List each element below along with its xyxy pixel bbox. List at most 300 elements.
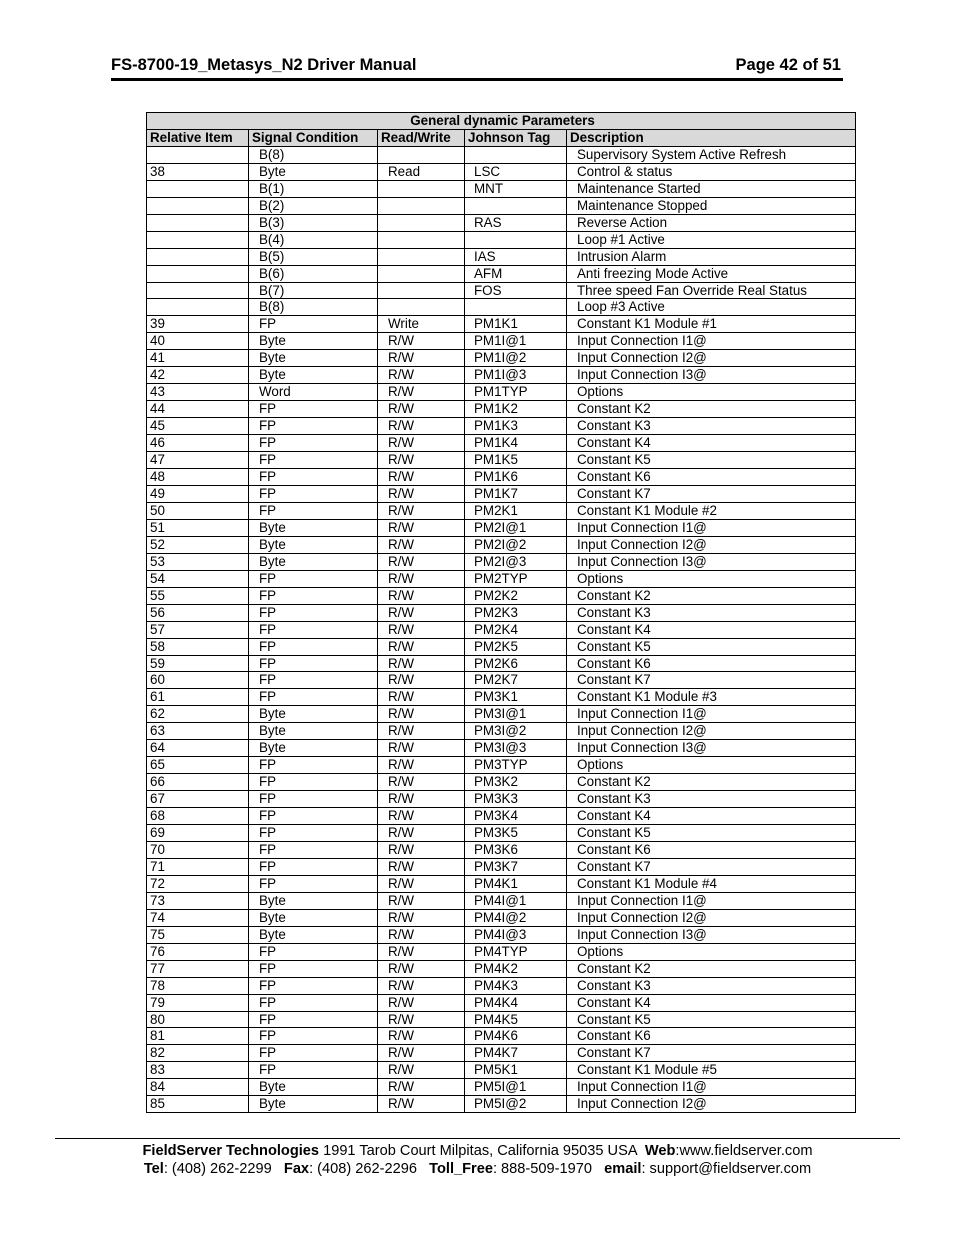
table-row xyxy=(147,723,856,740)
table-row xyxy=(147,994,856,1011)
signal-condition-cell: Byte xyxy=(249,367,378,384)
signal-condition-cell: FP xyxy=(249,587,378,604)
johnson-tag-cell: PM4K3 xyxy=(465,977,567,994)
relative-item-cell: 61 xyxy=(147,689,249,706)
description-cell: Input Connection I2@ xyxy=(567,536,856,553)
relative-item-cell: 41 xyxy=(147,350,249,367)
table-row xyxy=(147,469,856,486)
table-row xyxy=(147,858,856,875)
signal-condition-cell: B(7) xyxy=(249,282,378,299)
table-row xyxy=(147,265,856,282)
signal-condition-cell: Byte xyxy=(249,926,378,943)
read-write-cell: R/W xyxy=(378,841,465,858)
table-row xyxy=(147,926,856,943)
signal-condition-cell: FP xyxy=(249,757,378,774)
johnson-tag-cell: PM2K5 xyxy=(465,638,567,655)
relative-item-cell: 85 xyxy=(147,1096,249,1113)
footer-fax-value: : (408) 262-2296 xyxy=(309,1161,430,1177)
footer-divider xyxy=(55,1138,900,1139)
table-row xyxy=(147,231,856,248)
table-row xyxy=(147,350,856,367)
description-cell: Constant K2 xyxy=(567,774,856,791)
column-header-signal-condition: Signal Condition xyxy=(249,129,378,146)
relative-item-cell: 46 xyxy=(147,435,249,452)
footer-address: 1991 Tarob Court Milpitas, California 95035 USA xyxy=(319,1143,645,1159)
page-header xyxy=(111,56,843,78)
description-cell: Constant K2 xyxy=(567,587,856,604)
table-row xyxy=(147,587,856,604)
johnson-tag-cell: PM4I@1 xyxy=(465,892,567,909)
signal-condition-cell: B(3) xyxy=(249,214,378,231)
relative-item-cell xyxy=(147,180,249,197)
relative-item-cell: 70 xyxy=(147,841,249,858)
relative-item-cell: 75 xyxy=(147,926,249,943)
read-write-cell: R/W xyxy=(378,858,465,875)
description-cell: Constant K5 xyxy=(567,825,856,842)
table-row xyxy=(147,1096,856,1113)
johnson-tag-cell: PM4K1 xyxy=(465,875,567,892)
description-cell: Constant K3 xyxy=(567,418,856,435)
footer-tel-label: Tel xyxy=(143,1161,164,1177)
table-row xyxy=(147,909,856,926)
table-header-row xyxy=(147,129,856,146)
relative-item-cell: 44 xyxy=(147,401,249,418)
description-cell: Three speed Fan Override Real Status xyxy=(567,282,856,299)
relative-item-cell: 83 xyxy=(147,1062,249,1079)
signal-condition-cell: FP xyxy=(249,1011,378,1028)
relative-item-cell: 71 xyxy=(147,858,249,875)
relative-item-cell: 48 xyxy=(147,469,249,486)
johnson-tag-cell: PM4K2 xyxy=(465,960,567,977)
read-write-cell: R/W xyxy=(378,469,465,486)
johnson-tag-cell: PM2K6 xyxy=(465,655,567,672)
johnson-tag-cell: LSC xyxy=(465,163,567,180)
signal-condition-cell: FP xyxy=(249,570,378,587)
read-write-cell: R/W xyxy=(378,1011,465,1028)
signal-condition-cell: FP xyxy=(249,808,378,825)
footer-web-value: :www.fieldserver.com xyxy=(675,1143,813,1159)
description-cell: Constant K6 xyxy=(567,1028,856,1045)
table-row xyxy=(147,214,856,231)
read-write-cell: R/W xyxy=(378,655,465,672)
description-cell: Constant K4 xyxy=(567,994,856,1011)
read-write-cell: R/W xyxy=(378,960,465,977)
read-write-cell: R/W xyxy=(378,587,465,604)
signal-condition-cell: B(1) xyxy=(249,180,378,197)
read-write-cell: R/W xyxy=(378,1062,465,1079)
signal-condition-cell: FP xyxy=(249,1045,378,1062)
header-divider xyxy=(111,78,843,81)
read-write-cell: R/W xyxy=(378,808,465,825)
description-cell: Constant K7 xyxy=(567,858,856,875)
signal-condition-cell: FP xyxy=(249,858,378,875)
signal-condition-cell: B(6) xyxy=(249,265,378,282)
johnson-tag-cell: AFM xyxy=(465,265,567,282)
table-row xyxy=(147,502,856,519)
signal-condition-cell: FP xyxy=(249,791,378,808)
table-row xyxy=(147,570,856,587)
johnson-tag-cell: PM1I@2 xyxy=(465,350,567,367)
table-row xyxy=(147,655,856,672)
description-cell: Reverse Action xyxy=(567,214,856,231)
read-write-cell: R/W xyxy=(378,1028,465,1045)
relative-item-cell: 62 xyxy=(147,706,249,723)
read-write-cell: R/W xyxy=(378,401,465,418)
johnson-tag-cell: PM1TYP xyxy=(465,384,567,401)
read-write-cell: R/W xyxy=(378,740,465,757)
relative-item-cell: 47 xyxy=(147,452,249,469)
johnson-tag-cell: FOS xyxy=(465,282,567,299)
relative-item-cell: 52 xyxy=(147,536,249,553)
table-row xyxy=(147,689,856,706)
description-cell: Input Connection I1@ xyxy=(567,706,856,723)
johnson-tag-cell: PM1K3 xyxy=(465,418,567,435)
signal-condition-cell: Byte xyxy=(249,163,378,180)
relative-item-cell: 40 xyxy=(147,333,249,350)
signal-condition-cell: Byte xyxy=(249,536,378,553)
relative-item-cell xyxy=(147,146,249,163)
table-row xyxy=(147,248,856,265)
relative-item-cell: 68 xyxy=(147,808,249,825)
table-row xyxy=(147,316,856,333)
johnson-tag-cell: PM4K7 xyxy=(465,1045,567,1062)
footer-web-label: Web xyxy=(644,1143,676,1159)
signal-condition-cell: FP xyxy=(249,469,378,486)
table-row xyxy=(147,825,856,842)
read-write-cell: R/W xyxy=(378,485,465,502)
read-write-cell: R/W xyxy=(378,384,465,401)
description-cell: Maintenance Started xyxy=(567,180,856,197)
relative-item-cell: 42 xyxy=(147,367,249,384)
description-cell: Input Connection I1@ xyxy=(567,892,856,909)
read-write-cell xyxy=(378,231,465,248)
read-write-cell xyxy=(378,248,465,265)
read-write-cell: R/W xyxy=(378,367,465,384)
footer-fax-label: Fax xyxy=(283,1161,310,1177)
description-cell: Constant K6 xyxy=(567,469,856,486)
johnson-tag-cell: MNT xyxy=(465,180,567,197)
description-cell: Input Connection I2@ xyxy=(567,723,856,740)
read-write-cell: R/W xyxy=(378,926,465,943)
relative-item-cell: 73 xyxy=(147,892,249,909)
read-write-cell xyxy=(378,299,465,316)
description-cell: Input Connection I3@ xyxy=(567,553,856,570)
signal-condition-cell: FP xyxy=(249,638,378,655)
johnson-tag-cell xyxy=(465,146,567,163)
signal-condition-cell: FP xyxy=(249,655,378,672)
table-row xyxy=(147,418,856,435)
description-cell: Constant K4 xyxy=(567,621,856,638)
read-write-cell: Read xyxy=(378,163,465,180)
description-cell: Constant K5 xyxy=(567,638,856,655)
signal-condition-cell: B(4) xyxy=(249,231,378,248)
description-cell: Options xyxy=(567,943,856,960)
signal-condition-cell: B(5) xyxy=(249,248,378,265)
signal-condition-cell: FP xyxy=(249,960,378,977)
description-cell: Constant K7 xyxy=(567,672,856,689)
johnson-tag-cell: PM2K1 xyxy=(465,502,567,519)
table-row xyxy=(147,875,856,892)
johnson-tag-cell: PM1K5 xyxy=(465,452,567,469)
johnson-tag-cell: PM1I@1 xyxy=(465,333,567,350)
relative-item-cell: 58 xyxy=(147,638,249,655)
read-write-cell: R/W xyxy=(378,994,465,1011)
signal-condition-cell: Byte xyxy=(249,1096,378,1113)
johnson-tag-cell: PM2I@1 xyxy=(465,519,567,536)
signal-condition-cell: B(8) xyxy=(249,146,378,163)
table-row xyxy=(147,892,856,909)
johnson-tag-cell: PM1K2 xyxy=(465,401,567,418)
signal-condition-cell: FP xyxy=(249,1028,378,1045)
signal-condition-cell: FP xyxy=(249,401,378,418)
signal-condition-cell: FP xyxy=(249,977,378,994)
read-write-cell: R/W xyxy=(378,791,465,808)
read-write-cell xyxy=(378,146,465,163)
johnson-tag-cell xyxy=(465,299,567,316)
page-footer xyxy=(55,1142,900,1178)
signal-condition-cell: Byte xyxy=(249,706,378,723)
read-write-cell: R/W xyxy=(378,350,465,367)
johnson-tag-cell: PM2I@3 xyxy=(465,553,567,570)
description-cell: Loop #1 Active xyxy=(567,231,856,248)
table-row xyxy=(147,197,856,214)
column-header-read-write: Read/Write xyxy=(378,129,465,146)
table-body xyxy=(147,146,856,1112)
relative-item-cell: 49 xyxy=(147,485,249,502)
relative-item-cell: 63 xyxy=(147,723,249,740)
read-write-cell: R/W xyxy=(378,757,465,774)
relative-item-cell xyxy=(147,265,249,282)
read-write-cell xyxy=(378,197,465,214)
read-write-cell xyxy=(378,214,465,231)
table-row xyxy=(147,774,856,791)
description-cell: Constant K4 xyxy=(567,435,856,452)
description-cell: Constant K2 xyxy=(567,960,856,977)
relative-item-cell: 64 xyxy=(147,740,249,757)
read-write-cell: R/W xyxy=(378,723,465,740)
description-cell: Maintenance Stopped xyxy=(567,197,856,214)
johnson-tag-cell: RAS xyxy=(465,214,567,231)
read-write-cell: R/W xyxy=(378,502,465,519)
signal-condition-cell: FP xyxy=(249,604,378,621)
description-cell: Constant K3 xyxy=(567,977,856,994)
relative-item-cell xyxy=(147,231,249,248)
johnson-tag-cell: PM4K5 xyxy=(465,1011,567,1028)
johnson-tag-cell: PM4TYP xyxy=(465,943,567,960)
relative-item-cell xyxy=(147,197,249,214)
table-row xyxy=(147,485,856,502)
description-cell: Input Connection I3@ xyxy=(567,740,856,757)
relative-item-cell: 66 xyxy=(147,774,249,791)
relative-item-cell: 56 xyxy=(147,604,249,621)
table-row xyxy=(147,282,856,299)
relative-item-cell: 39 xyxy=(147,316,249,333)
signal-condition-cell: FP xyxy=(249,316,378,333)
relative-item-cell: 76 xyxy=(147,943,249,960)
read-write-cell: R/W xyxy=(378,774,465,791)
signal-condition-cell: Byte xyxy=(249,909,378,926)
johnson-tag-cell: PM2K7 xyxy=(465,672,567,689)
table-row xyxy=(147,604,856,621)
signal-condition-cell: FP xyxy=(249,841,378,858)
signal-condition-cell: FP xyxy=(249,502,378,519)
description-cell: Constant K1 Module #5 xyxy=(567,1062,856,1079)
signal-condition-cell: Word xyxy=(249,384,378,401)
johnson-tag-cell: PM3K3 xyxy=(465,791,567,808)
signal-condition-cell: Byte xyxy=(249,892,378,909)
read-write-cell xyxy=(378,180,465,197)
johnson-tag-cell: PM3K6 xyxy=(465,841,567,858)
johnson-tag-cell: PM2K2 xyxy=(465,587,567,604)
table-row xyxy=(147,536,856,553)
description-cell: Input Connection I1@ xyxy=(567,1079,856,1096)
signal-condition-cell: FP xyxy=(249,875,378,892)
column-header-relative-item: Relative Item xyxy=(147,129,249,146)
table-row xyxy=(147,706,856,723)
description-cell: Options xyxy=(567,570,856,587)
description-cell: Constant K2 xyxy=(567,401,856,418)
relative-item-cell: 74 xyxy=(147,909,249,926)
johnson-tag-cell: PM1K7 xyxy=(465,485,567,502)
johnson-tag-cell xyxy=(465,231,567,248)
table-row xyxy=(147,519,856,536)
johnson-tag-cell: PM5I@1 xyxy=(465,1079,567,1096)
johnson-tag-cell: PM3K2 xyxy=(465,774,567,791)
table-row xyxy=(147,435,856,452)
johnson-tag-cell: PM3TYP xyxy=(465,757,567,774)
description-cell: Control & status xyxy=(567,163,856,180)
read-write-cell: R/W xyxy=(378,536,465,553)
table-row xyxy=(147,757,856,774)
relative-item-cell: 65 xyxy=(147,757,249,774)
relative-item-cell: 59 xyxy=(147,655,249,672)
table-row xyxy=(147,1028,856,1045)
table-caption-row xyxy=(147,113,856,130)
relative-item-cell: 43 xyxy=(147,384,249,401)
read-write-cell: R/W xyxy=(378,672,465,689)
description-cell: Input Connection I3@ xyxy=(567,926,856,943)
description-cell: Constant K7 xyxy=(567,1045,856,1062)
table-caption: General dynamic Parameters xyxy=(147,113,856,130)
footer-tel-value: : (408) 262-2299 xyxy=(163,1161,284,1177)
signal-condition-cell: Byte xyxy=(249,723,378,740)
column-header-johnson-tag: Johnson Tag xyxy=(465,129,567,146)
table-row xyxy=(147,943,856,960)
johnson-tag-cell: PM3I@3 xyxy=(465,740,567,757)
signal-condition-cell: Byte xyxy=(249,553,378,570)
johnson-tag-cell: PM2K3 xyxy=(465,604,567,621)
description-cell: Intrusion Alarm xyxy=(567,248,856,265)
relative-item-cell: 45 xyxy=(147,418,249,435)
description-cell: Constant K1 Module #4 xyxy=(567,875,856,892)
johnson-tag-cell: PM2K4 xyxy=(465,621,567,638)
signal-condition-cell: FP xyxy=(249,418,378,435)
table-row xyxy=(147,333,856,350)
description-cell: Input Connection I2@ xyxy=(567,909,856,926)
table-row xyxy=(147,960,856,977)
johnson-tag-cell: PM4K6 xyxy=(465,1028,567,1045)
relative-item-cell: 72 xyxy=(147,875,249,892)
read-write-cell: R/W xyxy=(378,452,465,469)
relative-item-cell: 79 xyxy=(147,994,249,1011)
read-write-cell xyxy=(378,282,465,299)
footer-email-value: : support@fieldserver.com xyxy=(641,1161,812,1177)
footer-tollfree-value: : 888-509-1970 xyxy=(492,1161,605,1177)
footer-email-label: email xyxy=(604,1161,642,1177)
relative-item-cell xyxy=(147,248,249,265)
description-cell: Input Connection I1@ xyxy=(567,519,856,536)
johnson-tag-cell: PM3K4 xyxy=(465,808,567,825)
johnson-tag-cell: PM1K1 xyxy=(465,316,567,333)
signal-condition-cell: Byte xyxy=(249,740,378,757)
signal-condition-cell: FP xyxy=(249,943,378,960)
johnson-tag-cell: IAS xyxy=(465,248,567,265)
footer-company: FieldServer Technologies xyxy=(142,1143,320,1159)
signal-condition-cell: FP xyxy=(249,485,378,502)
footer-tollfree-label: Toll_Free xyxy=(429,1161,493,1177)
johnson-tag-cell: PM2I@2 xyxy=(465,536,567,553)
signal-condition-cell: FP xyxy=(249,825,378,842)
johnson-tag-cell: PM3I@1 xyxy=(465,706,567,723)
signal-condition-cell: FP xyxy=(249,994,378,1011)
table-row xyxy=(147,621,856,638)
read-write-cell: R/W xyxy=(378,435,465,452)
table-row xyxy=(147,367,856,384)
signal-condition-cell: B(2) xyxy=(249,197,378,214)
johnson-tag-cell: PM1K4 xyxy=(465,435,567,452)
description-cell: Constant K7 xyxy=(567,485,856,502)
document-title: FS-8700-19_Metasys_N2 Driver Manual xyxy=(111,56,417,74)
relative-item-cell xyxy=(147,214,249,231)
table-row xyxy=(147,638,856,655)
footer-line-1 xyxy=(55,1142,900,1160)
table-row xyxy=(147,841,856,858)
description-cell: Constant K1 Module #2 xyxy=(567,502,856,519)
relative-item-cell: 38 xyxy=(147,163,249,180)
read-write-cell: Write xyxy=(378,316,465,333)
table-row xyxy=(147,740,856,757)
read-write-cell: R/W xyxy=(378,1045,465,1062)
signal-condition-cell: Byte xyxy=(249,350,378,367)
signal-condition-cell: FP xyxy=(249,1062,378,1079)
description-cell: Constant K6 xyxy=(567,841,856,858)
relative-item-cell: 69 xyxy=(147,825,249,842)
relative-item-cell: 54 xyxy=(147,570,249,587)
relative-item-cell: 67 xyxy=(147,791,249,808)
relative-item-cell: 77 xyxy=(147,960,249,977)
signal-condition-cell: FP xyxy=(249,435,378,452)
description-cell: Anti freezing Mode Active xyxy=(567,265,856,282)
read-write-cell: R/W xyxy=(378,909,465,926)
relative-item-cell: 82 xyxy=(147,1045,249,1062)
johnson-tag-cell: PM2TYP xyxy=(465,570,567,587)
johnson-tag-cell: PM3K7 xyxy=(465,858,567,875)
johnson-tag-cell: PM3K5 xyxy=(465,825,567,842)
description-cell: Constant K5 xyxy=(567,1011,856,1028)
read-write-cell: R/W xyxy=(378,553,465,570)
read-write-cell: R/W xyxy=(378,1096,465,1113)
description-cell: Constant K3 xyxy=(567,791,856,808)
relative-item-cell: 60 xyxy=(147,672,249,689)
table-row xyxy=(147,1045,856,1062)
read-write-cell: R/W xyxy=(378,977,465,994)
table-row xyxy=(147,452,856,469)
table-row xyxy=(147,977,856,994)
description-cell: Constant K6 xyxy=(567,655,856,672)
relative-item-cell: 55 xyxy=(147,587,249,604)
description-cell: Constant K1 Module #3 xyxy=(567,689,856,706)
signal-condition-cell: FP xyxy=(249,689,378,706)
